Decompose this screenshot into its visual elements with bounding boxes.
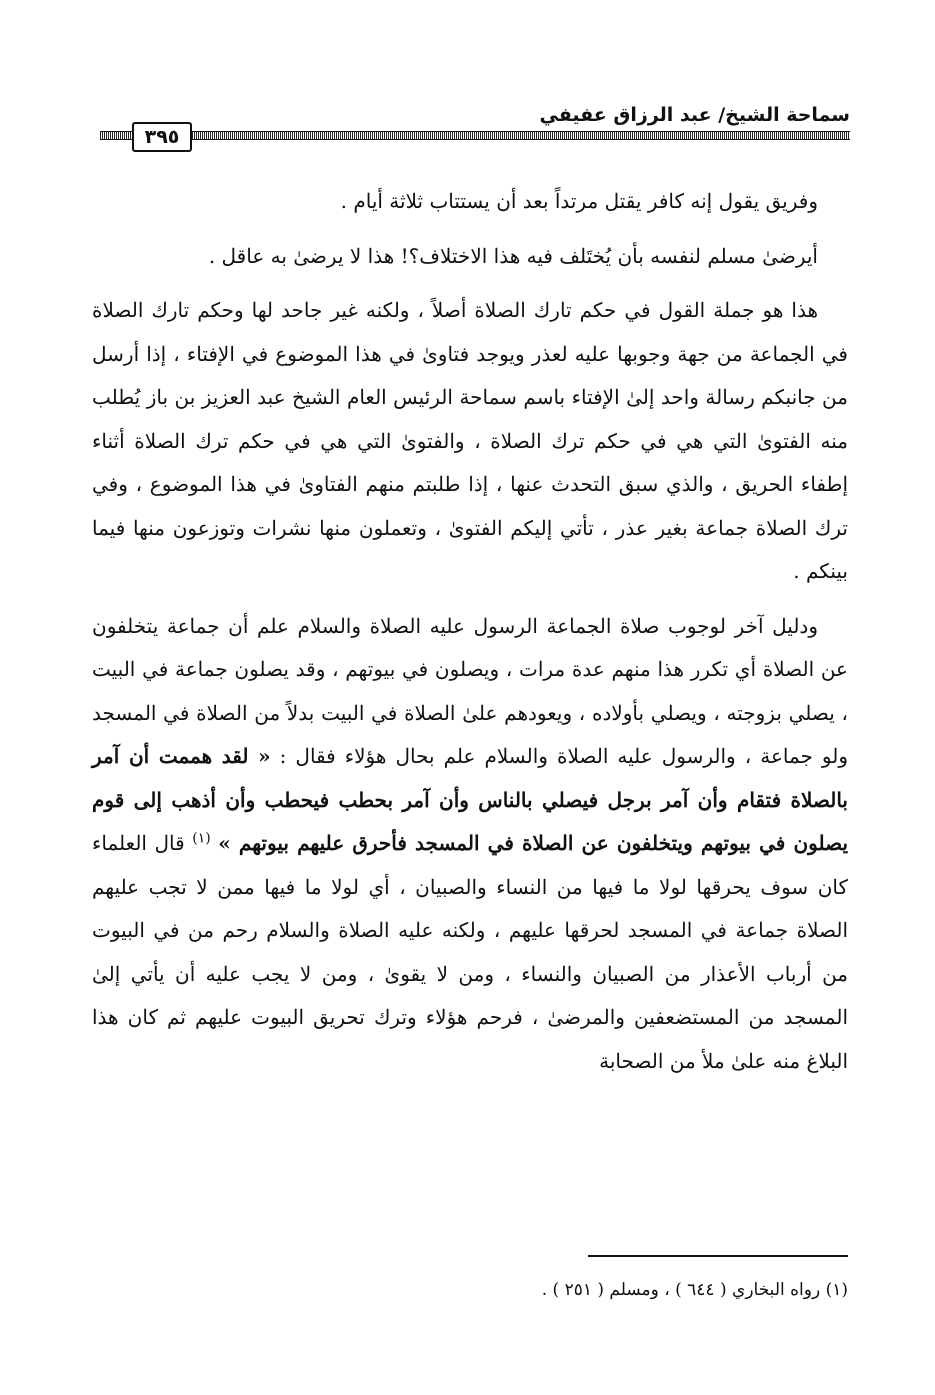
hadith-quote: « لقد هممت أن آمر بالصلاة فتقام وأن آمر برجل فيصلي بالناس وأن آمر بحطب فيحطب وأن أذهب إلى قوم يصلون في بيوتهم ويتخلفون عن الصلاة في المسجد فأحرق عليهم بيوتهم » — [92, 744, 849, 855]
paragraph-3: هذا هو جملة القول في حكم تارك الصلاة أصلاً ، ولكنه غير جاحد لها وحكم تارك الصلاة في الجماعة من جهة وجوبها عليه لعذر ويوجد فتاوىٰ في هذا الموضوع في الإفتاء ، إذا أرسل من جانبكم رسالة واحد إلىٰ الإفتاء باسم سماحة الرئيس العام الشيخ عبد العزيز بن باز يُطلب منه الفتوىٰ التي هي في حكم ترك الصلاة ، والفتوىٰ التي هي في حكم ترك الصلاة أثناء إطفاء الحريق ، والذي سبق التحدث عنها ، إذا طلبتم منهم الفتاوىٰ في هذا الموضوع ، وفي ترك الصلاة جماعة بغير عذر ، تأتي إليكم الفتوىٰ ، وتعملون منها نشرات وتوزعون منها فيما بينكم . — [92, 298, 848, 583]
page-number: ٣٩٥ — [132, 122, 192, 152]
footnote-divider — [588, 1255, 848, 1257]
footnote-reference[interactable]: (١) — [192, 830, 211, 847]
paragraph-4-rest: قال العلماء كان سوف يحرقها لولا ما فيها من النساء والصبيان ، أي لولا ما فيها ممن لا تجب عليهم الصلاة جماعة في المسجد لحرقها عليهم ، ولكنه عليه الصلاة والسلام رحم من في البيوت من أرباب الأعذار من الصبيان والنساء ، ومن لا يقوىٰ ، ومن لا يجب عليه أن يأتي إلىٰ المسجد من المستضعفين والمرضىٰ ، فرحم هؤلاء وترك تحريق البيوت عليهم ثم كان هذا البلاغ منه علىٰ ملأ من الصحابة — [92, 831, 849, 1073]
running-title: سماحة الشيخ/ عبد الرزاق عفيفي — [539, 104, 850, 126]
page-header — [100, 100, 850, 150]
footnote: (١) رواه البخاري ( ٦٤٤ ) ، ومسلم ( ٢٥١ ) . — [541, 1280, 848, 1300]
header-rule — [190, 131, 850, 140]
paragraph-2: أيرضىٰ مسلم لنفسه بأن يُختَلف فيه هذا الاختلاف؟! هذا لا يرضىٰ به عاقل . — [208, 243, 818, 268]
paragraph-1: وفريق يقول إنه كافر يقتل مرتداً بعد أن يستتاب ثلاثة أيام . — [340, 189, 818, 213]
main-text — [92, 180, 848, 1083]
header-rule-left — [100, 131, 132, 140]
paragraph-4-intro: ودليل آخر لوجوب صلاة الجماعة الرسول عليه الصلاة والسلام علم أن جماعة يتخلفون عن الصلاة أي تكرر هذا منهم عدة مرات ، ويصلون في بيوتهم ، وقد يصلون جماعة في البيت ، يصلي بزوجته ، ويصلي بأولاده ، ويعودهم علىٰ الصلاة في البيت بدلاً من الصلاة في المسجد ولو جماعة ، والرسول عليه الصلاة والسلام علم بحال هؤلاء فقال : — [92, 613, 849, 768]
paragraph-4 — [92, 605, 848, 1084]
